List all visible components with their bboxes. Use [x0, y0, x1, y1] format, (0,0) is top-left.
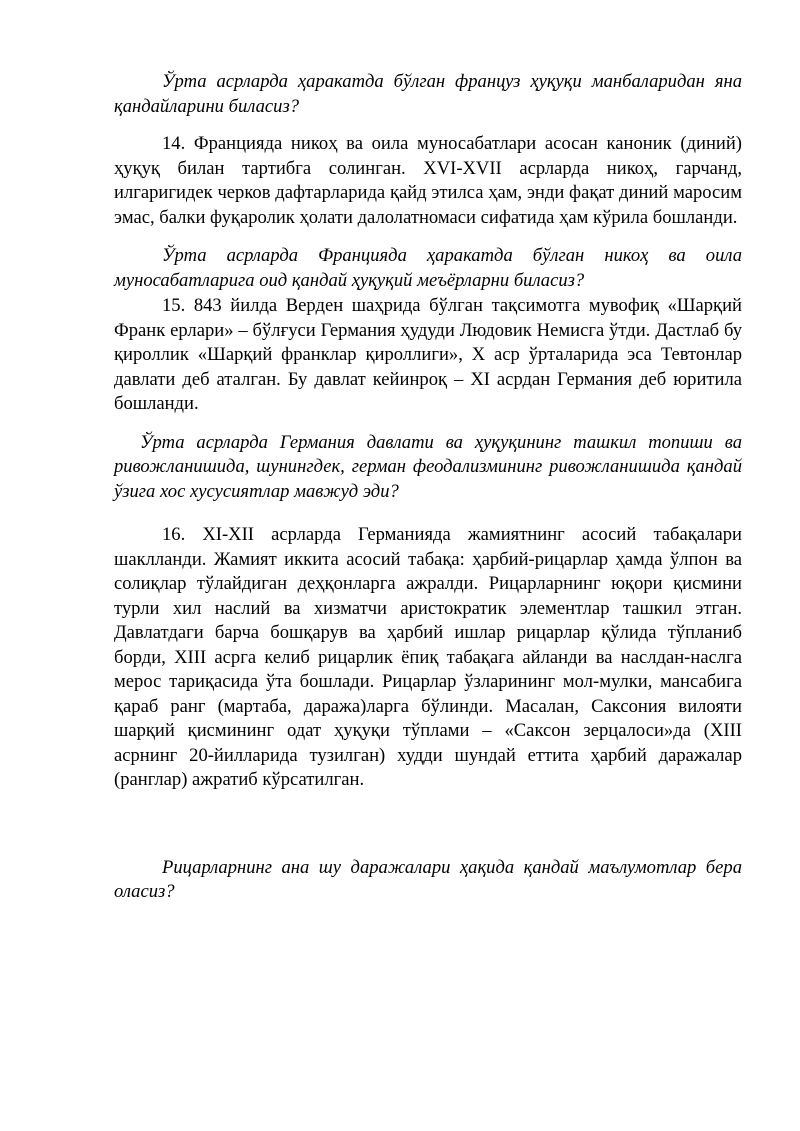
body-paragraph: 16. XI-XII асрларда Германияда жамиятнинг асосий табақалари шаклланди. Жамият иккита асосий табақа: ҳарбий-рицарлар ҳамда ўлпон ва солиқлар тўлайдиган деҳқонларга ажралди. Рицарларнинг юқори қисмини турли хил наслий ва хизматчи аристократик элементлар ташкил этган. Давлатдаги барча бошқарув ва ҳарбий ишлар рицарлар қўлида тўпланиб борди, XIII асрга келиб рицарлик ёпиқ табақага айланди ва наслдан-наслга мерос тариқасида ўта бошлади. Рицарлар ўзларининг мол-мулки, мансабига қараб ранг (мартаба, даража)ларга бўлинди. Масалан, Саксония вилояти шарқий қисмининг одат ҳуқуқи тўплами – «Саксон зерцалоси»да (XIII асрнинг 20-йилларида тузилган) худди шундай еттита ҳарбий даражалар (ранглар) ажратиб кўрсатилган.: [114, 524, 742, 790]
document-page: [114, 70, 742, 905]
body-paragraph: 14. Францияда никоҳ ва оила муносабатлари асосан каноник (диний) ҳуқуқ билан тартибга солинган. XVI-XVII асрларда никоҳ, гарчанд, илгаригидек черков дафтарларида қайд этилса ҳам, энди фақат диний маросим эмас, балки фуқаролик ҳолати далолатномаси сифатида ҳам кўрила бошланди.: [114, 133, 742, 228]
question-paragraph: Рицарларнинг ана шу даражалари ҳақида қандай маълумотлар бера оласиз?: [114, 856, 742, 902]
question-paragraph: Ўрта асрларда Францияда ҳаракатда бўлган никоҳ ва оила муносабатларига оид қандай ҳуқуқий меъёрларни биласиз?: [114, 245, 742, 291]
body-paragraph: 15. 843 йилда Верден шаҳрида бўлган тақсимотга мувофиқ «Шарқий Франк ерлари» – бўлғуси Германия ҳудуди Людовик Немисга ўтди. Дастлаб бу қироллик «Шарқий франклар қироллиги», X аср ўрталарида эса Тевтонлар давлати деб аталган. Бу давлат кейинроқ – XI асрдан Германия деб юритила бошланди.: [114, 295, 742, 414]
question-paragraph: Ўрта асрларда ҳаракатда бўлган француз ҳуқуқи манбаларидан яна қандайларини биласиз?: [114, 71, 742, 117]
question-paragraph: Ўрта асрларда Германия давлати ва ҳуқуқининг ташкил топиши ва ривожланишида, шунингдек, герман феодализмининг ривожланишида қандай ўзига хос хусусиятлар мавжуд эди?: [114, 431, 742, 502]
